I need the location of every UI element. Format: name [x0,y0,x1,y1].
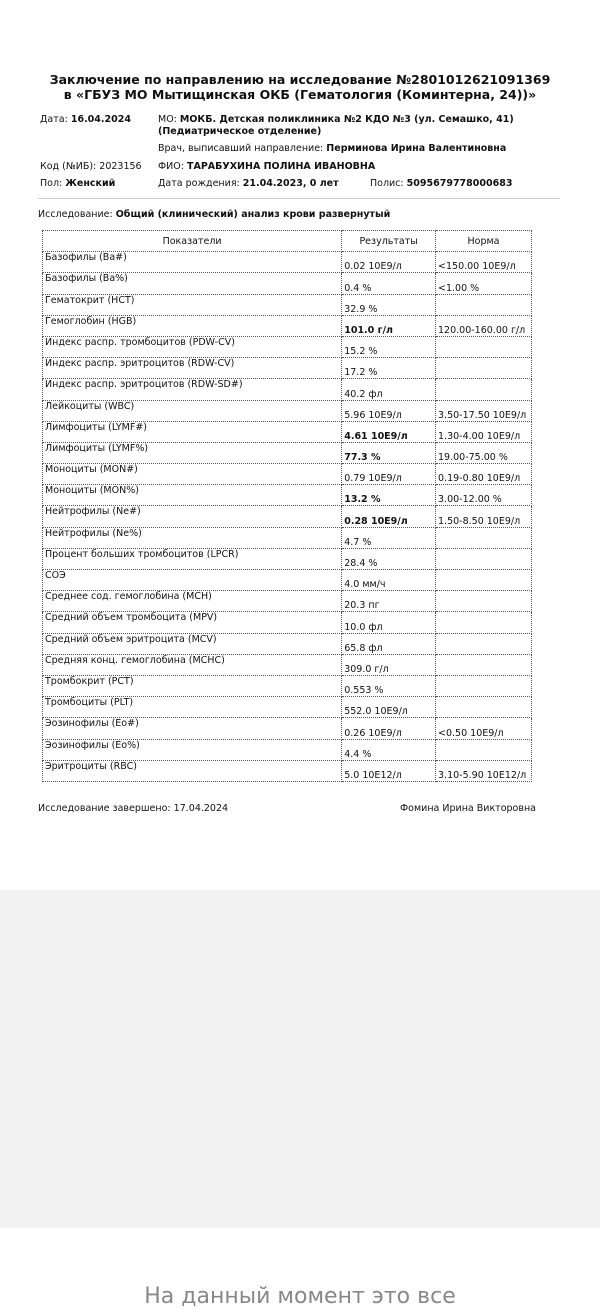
norm-value [436,570,532,591]
column-header-indicator: Показатели [43,231,342,252]
table-row [43,273,532,294]
result-value: 0.28 10E9/л [342,506,436,527]
result-value: 28.4 % [342,548,436,569]
norm-value [436,379,532,400]
result-value: 20.3 пг [342,591,436,612]
table-row [43,760,532,781]
norm-value [436,527,532,548]
result-value: 4.0 мм/ч [342,570,436,591]
fio-field: ФИО: ТАРАБУХИНА ПОЛИНА ИВАНОВНА [158,161,376,172]
table-header-row [43,231,532,252]
result-value: 4.7 % [342,527,436,548]
norm-value [436,675,532,696]
sex-field: Пол: Женский [40,178,116,189]
norm-value [436,633,532,654]
norm-value: <1.00 % [436,273,532,294]
indicator-name: Тромбокрит (PCT) [43,675,342,696]
table-row [43,400,532,421]
result-value: 10.0 фл [342,612,436,633]
table-row [43,739,532,760]
result-value: 65.8 фл [342,633,436,654]
status-message: На данный момент это все [144,1284,456,1309]
indicator-name: СОЭ [43,570,342,591]
indicator-name: Моноциты (MON#) [43,464,342,485]
table-row [43,718,532,739]
code-value: 2023156 [99,161,142,172]
norm-value: 19.00-75.00 % [436,442,532,463]
indicator-name: Эозинофилы (Eo%) [43,739,342,760]
indicator-name: Нейтрофилы (Ne#) [43,506,342,527]
result-value: 0.4 % [342,273,436,294]
norm-value: <0.50 10E9/л [436,718,532,739]
birth-value: 21.04.2023, 0 лет [242,178,339,189]
table-row [43,654,532,675]
table-row [43,506,532,527]
table-row [43,612,532,633]
result-value: 0.02 10E9/л [342,252,436,273]
indicator-name: Индекс распр. эритроцитов (RDW-CV) [43,358,342,379]
indicator-name: Индекс распр. тромбоцитов (PDW-CV) [43,336,342,357]
results-body [43,252,532,782]
indicator-name: Гематокрит (HCT) [43,294,342,315]
result-value: 5.96 10E9/л [342,400,436,421]
table-row [43,315,532,336]
table-row [43,379,532,400]
research-value: Общий (клинический) анализ крови развернутый [115,209,391,220]
indicator-name: Среднее сод. гемоглобина (MCH) [43,591,342,612]
norm-value [436,654,532,675]
table-row [43,591,532,612]
indicator-name: Нейтрофилы (Ne%) [43,527,342,548]
mo-field-line2: (Педиатрическое отделение) [158,126,322,137]
sex-value: Женский [65,178,116,189]
patient-name: ТАРАБУХИНА ПОЛИНА ИВАНОВНА [187,161,376,172]
result-value: 0.553 % [342,675,436,696]
norm-value: <150.00 10E9/л [436,252,532,273]
indicator-name: Индекс распр. эритроцитов (RDW-SD#) [43,379,342,400]
norm-value [436,739,532,760]
table-row [43,675,532,696]
norm-value [436,697,532,718]
result-value: 4.4 % [342,739,436,760]
result-value: 0.79 10E9/л [342,464,436,485]
indicator-name: Эритроциты (RBC) [43,760,342,781]
title-line-1: Заключение по направлению на исследование №2801012621091369 [49,72,551,87]
indicator-name: Лейкоциты (WBC) [43,400,342,421]
norm-value: 1.30-4.00 10E9/л [436,421,532,442]
doctor-value: Перминова Ирина Валентиновна [326,143,507,154]
result-value: 101.0 г/л [342,315,436,336]
table-row [43,633,532,654]
research-field: Исследование: Общий (клинический) анализ крови развернутый [38,209,391,220]
date-field: Дата: 16.04.2024 [40,114,131,125]
norm-value: 120.00-160.00 г/л [436,315,532,336]
table-row [43,421,532,442]
signer-name: Фомина Ирина Викторовна [400,803,536,814]
result-value: 5.0 10E12/л [342,760,436,781]
result-value: 4.61 10E9/л [342,421,436,442]
indicator-name: Эозинофилы (Eo#) [43,718,342,739]
result-value: 17.2 % [342,358,436,379]
norm-value: 1.50-8.50 10E9/л [436,506,532,527]
column-header-norm: Норма [436,231,532,252]
policy-field: Полис: 5095679778000683 [370,178,513,189]
divider [38,198,560,199]
indicator-name: Средний объем эритроцита (MCV) [43,633,342,654]
table-row [43,442,532,463]
mo-field: МО: МОКБ. Детская поликлиника №2 КДО №3 (ул. Семашко, 41) [158,114,514,125]
gray-area [0,890,600,1228]
result-value: 15.2 % [342,336,436,357]
policy-value: 5095679778000683 [406,178,513,189]
result-value: 40.2 фл [342,379,436,400]
table-row [43,358,532,379]
column-header-result: Результаты [342,231,436,252]
result-value: 32.9 % [342,294,436,315]
norm-value [436,294,532,315]
table-row [43,527,532,548]
norm-value: 3.00-12.00 % [436,485,532,506]
norm-value: 3.50-17.50 10E9/л [436,400,532,421]
table-row [43,570,532,591]
completed-field: Исследование завершено: 17.04.2024 [38,803,229,814]
norm-value [436,358,532,379]
indicator-name: Лимфоциты (LYMF%) [43,442,342,463]
norm-value [436,612,532,633]
result-value: 77.3 % [342,442,436,463]
birth-field: Дата рождения: 21.04.2023, 0 лет [158,178,339,189]
indicator-name: Базофилы (Ba%) [43,273,342,294]
table-row [43,336,532,357]
date-value: 16.04.2024 [70,114,131,125]
indicator-name: Лимфоциты (LYMF#) [43,421,342,442]
table-row [43,697,532,718]
indicator-name: Средняя конц. гемоглобина (MCHC) [43,654,342,675]
norm-value [436,548,532,569]
table-row [43,485,532,506]
norm-value: 3.10-5.90 10E12/л [436,760,532,781]
norm-value [436,591,532,612]
code-field: Код (№ИБ): 2023156 [40,161,142,172]
result-value: 0.26 10E9/л [342,718,436,739]
norm-value [436,336,532,357]
indicator-name: Моноциты (MON%) [43,485,342,506]
doctor-field: Врач, выписавший направление: Перминова Ирина Валентиновна [158,143,507,154]
table-row [43,294,532,315]
indicator-name: Средний объем тромбоцита (MPV) [43,612,342,633]
mo-value: МОКБ. Детская поликлиника №2 КДО №3 (ул. Семашко, 41) [179,114,514,125]
table-row [43,252,532,273]
indicator-name: Гемоглобин (HGB) [43,315,342,336]
results-table [42,230,532,782]
result-value: 13.2 % [342,485,436,506]
table-row [43,548,532,569]
table-row [43,464,532,485]
norm-value: 0.19-0.80 10E9/л [436,464,532,485]
completed-date: 17.04.2024 [173,803,229,814]
document-title [0,72,600,102]
result-value: 309.0 г/л [342,654,436,675]
title-line-2: в «ГБУЗ МО Мытищинская ОКБ (Гематология (Коминтерна, 24))» [63,87,537,102]
indicator-name: Тромбоциты (PLT) [43,697,342,718]
indicator-name: Процент больших тромбоцитов (LPCR) [43,548,342,569]
result-value: 552.0 10E9/л [342,697,436,718]
indicator-name: Базофилы (Ba#) [43,252,342,273]
